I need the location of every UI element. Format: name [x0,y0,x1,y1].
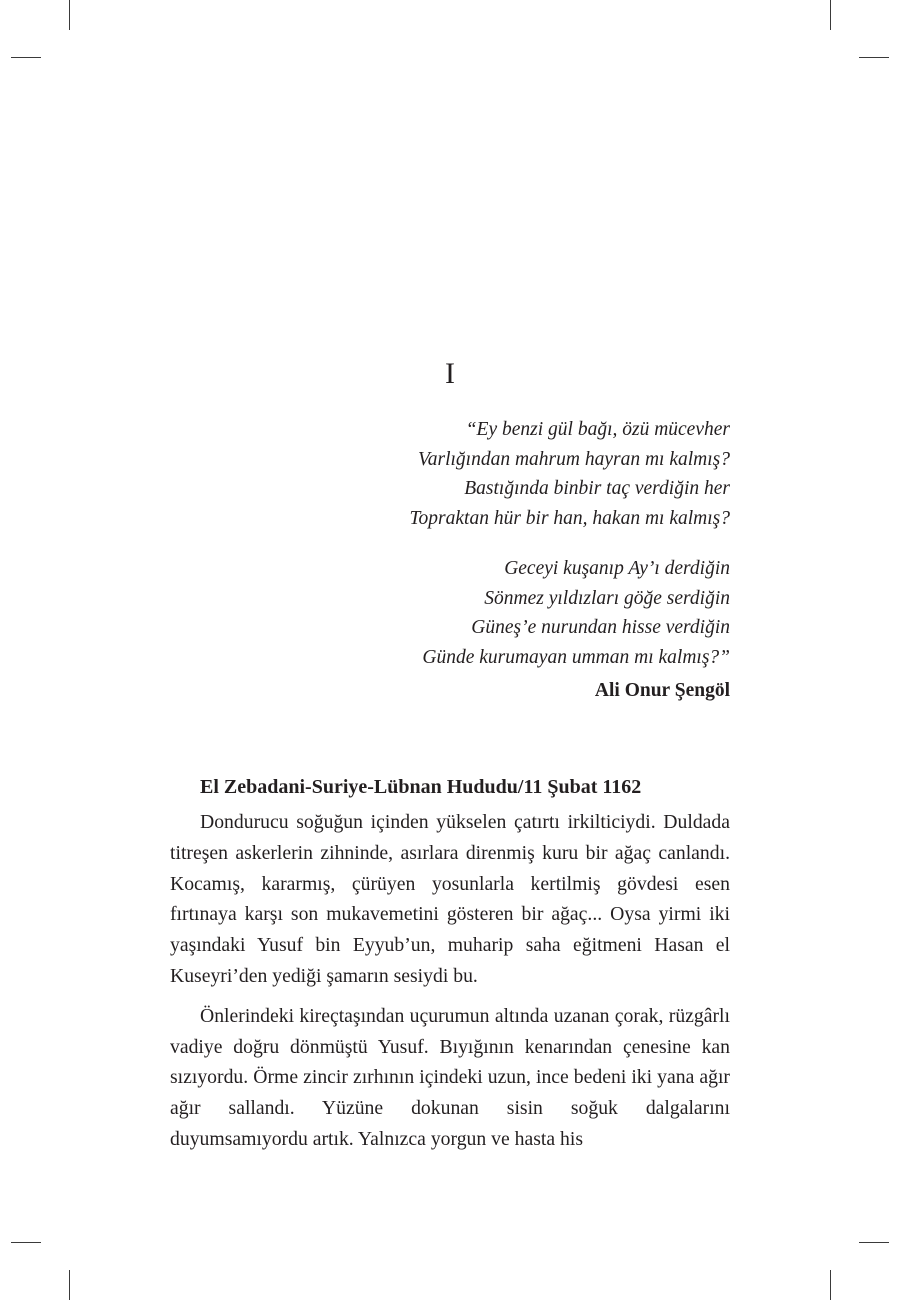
verse-line: Varlığından mahrum hayran mı kalmış? [418,448,730,470]
epigraph-stanza [170,554,730,673]
epigraph-author: Ali Onur Şengöl [594,679,730,701]
verse-line: Günde kurumayan umman mı kalmış?” [422,646,730,668]
chapter-number: I [445,357,455,390]
paragraph: Dondurucu soğuğun içinden yükselen çatırtı irkilticiydi. Duldada titreşen askerlerin zihninde, asırlara direnmiş kuru bir ağaç canlandı. Kocamış, kararmış, çürüyen yosunlarla kertilmiş gövdesi esen fırtınaya karşı son mukavemetini gösteren bir ağaç... Oysa yirmi iki yaşındaki Yusuf bin Eyyub’un, muharip saha eğitmeni Hasan el Kuseyri’den yediği şamarın sesiydi bu. [170,811,730,987]
crop-mark-left-lower [11,1242,41,1243]
epigraph-stanza [170,415,730,534]
crop-mark-top-left [69,0,70,30]
section-heading: El Zebadani-Suriye-Lübnan Hududu/11 Şubat 1162 [200,776,642,798]
crop-mark-right-lower [859,1242,889,1243]
crop-mark-bottom-right [830,1270,831,1300]
verse-line: Topraktan hür bir han, hakan mı kalmış? [409,508,730,530]
epigraph [170,415,730,706]
crop-mark-top-right [830,0,831,30]
crop-mark-bottom-left [69,1270,70,1300]
verse-line: “Ey benzi gül bağı, özü mücevher [465,419,730,440]
verse-line: Sönmez yıldızları göğe serdiğin [484,587,730,609]
paragraph: Önlerindeki kireçtaşından uçurumun altında uzanan çorak, rüzgârlı vadiye doğru dönmüştü Yusuf. Bıyığının kenarından çenesine kan sızıyordu. Örme zincir zırhının içindeki uzun, ince bedeni iki yana ağır ağır sallandı. Yüzüne dokunan sisin soğuk dalgalarını duyumsamıyordu artık. Yalnızca yorgun ve hasta his [170,1004,730,1150]
body-text [170,807,730,1155]
crop-mark-right-upper [859,57,889,58]
verse-line: Bastığında binbir taç verdiğin her [464,478,730,500]
verse-line: Güneş’e nurundan hisse verdiğin [471,617,730,639]
verse-line: Geceyi kuşanıp Ay’ı derdiğin [504,557,730,579]
crop-mark-left-upper [11,57,41,58]
